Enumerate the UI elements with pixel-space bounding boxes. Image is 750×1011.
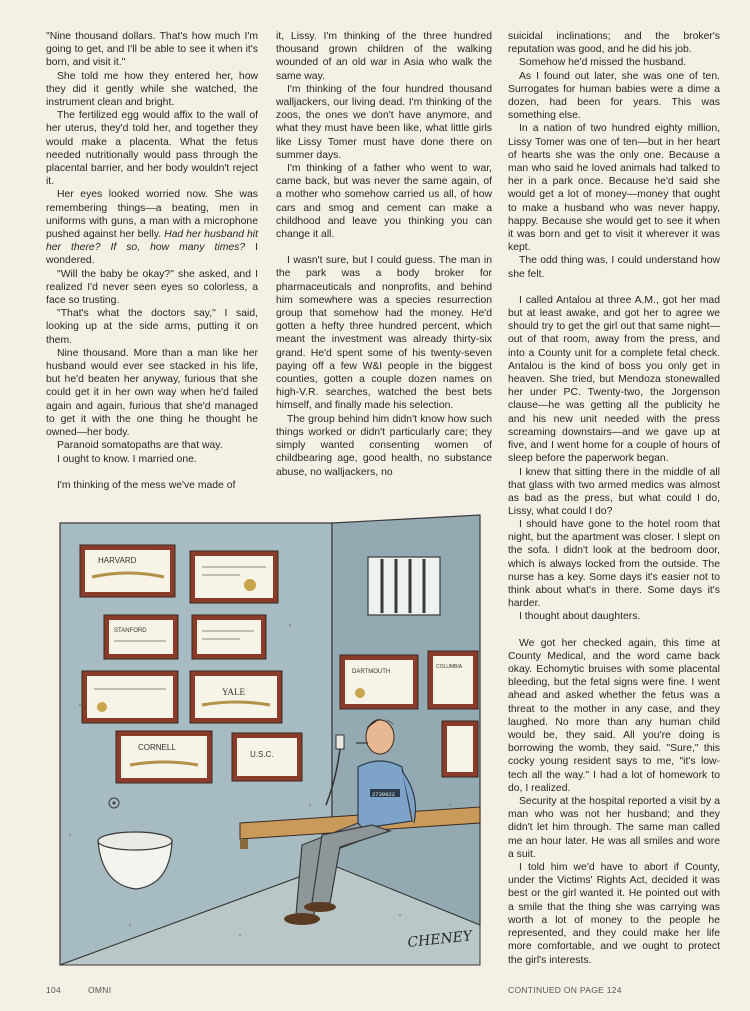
paragraph: Somehow he'd missed the husband. [519,57,687,69]
diploma [190,551,278,603]
paragraph: I thought about daughters. [519,611,641,623]
barred-window [368,557,440,615]
paragraph: I ought to know. I married one. [57,453,197,465]
svg-text:COLUMBIA: COLUMBIA [436,664,463,670]
paragraph: As I found out later, she was one of ten. Surrogates for human babies were a dime a dozen, had been for years. This was something else. [508,70,720,122]
svg-text:U.S.C.: U.S.C. [250,750,274,759]
svg-text:YALE: YALE [222,687,245,697]
paragraph: The fertilized egg would affix to the wall of her uterus, they'd told her, and together they would make a placenta. What the fetus needed nutritionally would pass through the placental barrier, and her body wouldn't reject it. [46,110,258,188]
diploma-yale [190,671,282,723]
text-column-3-lower [508,518,720,967]
diploma-dartmouth [340,655,418,709]
paragraph: Nine thousand. More than a man like her husband would ever see stacked in his life, but he'd beaten her anyway, furious that she could get it in her own way when he'd failed again and again, furious that she'd managed to get it with the one thing he thought he owned—her body. [46,347,258,439]
svg-text:HARVARD: HARVARD [98,556,137,565]
svg-text:DARTMOUTH: DARTMOUTH [352,669,391,675]
diploma-stanford [104,615,178,659]
diploma [192,615,266,659]
magazine-name: OMNI [88,985,112,995]
paragraph: The odd thing was, I could understand how she felt. [508,255,720,280]
paragraph: She told me how they entered her, how they did it gently while she watched, the instrument clean and bright. [46,70,258,109]
text-column-3 [508,30,720,518]
paragraph-text: I wondered. [46,242,259,267]
paragraph: it, Lissy. I'm thinking of the three hundred thousand grown children of the walking wounded of an old war in Asia who walk the same way. [276,31,492,82]
paragraph: I called Antalou at three A.M., got her mad but at least awake, and got her to agree we should try to get the girl out that same night—out of that room, away from the press, and into a County unit for a complete fetal check. Antalou is the kind of boss you only get in heaven. She tried, but Mendoza stonewalled her under PC. Twenty-two, the Jorgenson clause—he was getting all the publicity he and his new unit needed with the press screaming downstairs—and we gave up at five, and I went home for a couple of hours of sleep before the paperwork began. [508,294,720,465]
paragraph: I'm thinking of a father who went to war, came back, but was never the same again, of a mother who somehow carried us all, of how cars and smog and cement can make a childhood and leave you thinking you can change it all. [276,163,492,241]
paragraph: I wasn't sure, but I could guess. The man in the park was a body broker for pharmaceuticals and nonprofits, and behind him somewhere was a species resurrection group that somehow had the money. He'd gotten a hefty three hundred percent, which meant the investment was already thirty-six grand. He'd spent some of his twenty-seven paying off a few W&I people in the biggest counties, gotten a couple dozen names on high-V.R. searches, watched the best bets himself, and finally made his selection. [276,255,492,412]
text-column-2 [276,30,492,479]
paragraph: We got her checked again, this time at County Medical, and the word came back okay. Echomytic bruises with some placental bleeding, but the fetal signs were fine. I went ahead and asked whether the fetus was a threat to the mother in any case, and they laughed. No more than any human child would be, they said. All you're doing is borrowing the womb, they said. "Sure," this cocky young resident says to me, "it's low-tech all the way." I had a lot of homework to do, I realized. [508,637,720,794]
wall-jack [336,735,344,749]
cartoon-illustration [40,505,502,975]
paragraph: "That's what the doctors say," I said, looking up at the side arms, putting it on them. [46,308,258,346]
page-number: 104 [46,985,62,995]
svg-text:CORNELL: CORNELL [138,743,176,752]
svg-text:STANFORD: STANFORD [114,628,147,634]
svg-text:2739022: 2739022 [372,791,396,798]
diploma-columbia [428,651,478,709]
diploma-usc [232,733,302,781]
diploma [82,671,178,723]
diploma-cornell [116,731,212,783]
italic-text: Had her husband hit her there? If so, how many times? [46,229,258,254]
paragraph [46,188,258,267]
paragraph: I knew that sitting there in the middle of all that glass with two armed medics was almost as bad as the press, but what could I do, Lissy, what could I do? [508,466,720,518]
diploma-harvard [80,545,175,597]
paragraph: Security at the hospital reported a visit by a man who was not her husband; and they didn't let him through. The same man called me an hour later. He was all smiles and wore a suit. [508,796,720,860]
paragraph: "Nine thousand dollars. That's how much I'm going to get, and I'll be able to see it when it's born, and visit it." [46,31,258,69]
paragraph: "Will the baby be okay?" she asked, and I realized I'd never seen eyes so colorless, a face so trusting. [46,268,258,307]
paragraph: I should have gone to the hotel room that night, but the apartment was closer. I slept on the sofa. I didn't look at the bedroom door, which is always locked from the outside. The nurse has a key. Some days it's easier not to think about what's in there. Some days it's harder. [508,519,720,610]
continued-note: CONTINUED ON PAGE 124 [508,985,622,995]
text-column-1 [46,30,258,492]
paragraph: suicidal inclinations; and the broker's reputation was good, and he did his job. [508,31,720,56]
diploma [442,721,478,777]
artist-signature: CHENEY [406,928,473,951]
paragraph: Paranoid somatopaths are that way. [57,440,223,452]
paragraph: In a nation of two hundred eighty million, Lissy Tomer was one of ten—but in her heart of hearts she was the only one. Because a man who said he loved animals had talked to her in a park once. Because he'd said she would get a lot of money—money that ought to make a husband who was never happy, happy. Because she would get to see it when it was born and get to visit it wherever it was kept. [508,123,720,254]
paragraph: The group behind him didn't know how such things worked or didn't particularly care; they simply wanted consenting women of childbearing age, good health, no substance abuse, no walljackers, no [276,413,492,478]
paragraph-text: Her eyes looked worried now. She was remembering things—a beating, men in uniforms with guns, a man with a microphone pushed against her belly. [46,189,258,241]
paragraph: I'm thinking of the four hundred thousand walljackers, our living dead. I'm thinking of the zoos, the ones we don't have anymore, and what they must have been like, what little girls like Lissy Tomer must have done there on summer days. [276,83,492,161]
paragraph: I'm thinking of the mess we've made of [57,479,236,491]
paragraph: I told him we'd have to abort if County, under the Victims' Rights Act, decided it was best or the girl wanted it. He pointed out with a smile that the thing she was carrying was worth a lot of money to the people he represented, and they could make her life more comfortable, and we ought to protect the girl's interests. [508,862,720,966]
